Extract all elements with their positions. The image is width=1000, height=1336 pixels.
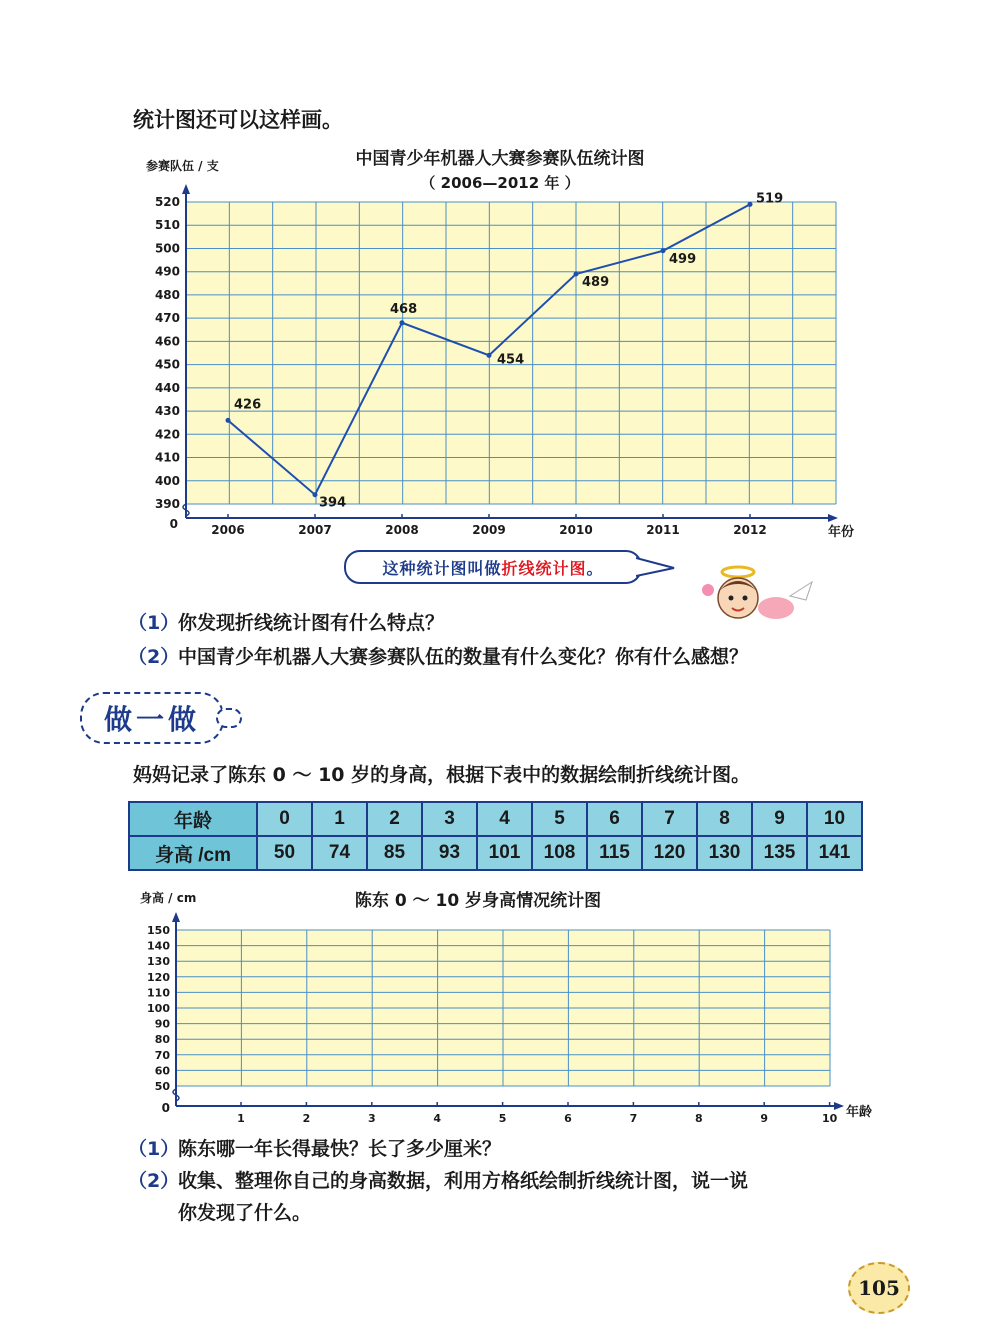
y-tick-label: 110 xyxy=(147,986,170,1000)
chart1-y-axis-label: 参赛队伍 / 支 xyxy=(146,159,219,173)
x-tick-label: 2012 xyxy=(733,523,767,537)
x-tick-label: 8 xyxy=(694,1112,703,1125)
x-tick-label: 7 xyxy=(629,1112,638,1125)
robot-competition-line-chart xyxy=(0,140,1000,550)
data-point xyxy=(661,248,666,253)
chart1-title: 中国青少年机器人大赛参赛队伍统计图 xyxy=(355,149,645,169)
data-label: 499 xyxy=(669,251,697,267)
question-2-2-continued: 你发现了什么。 xyxy=(178,1202,312,1224)
exercise-prompt: 妈妈记录了陈东 0 ～ 10 岁的身高，根据下表中的数据绘制折线统计图。 xyxy=(133,764,751,786)
height-table xyxy=(128,801,863,871)
question-number: （2） xyxy=(128,1170,180,1192)
chart1-x-axis-label: 年份 xyxy=(828,525,855,540)
chart2-title: 陈东 0 ～ 10 岁身高情况统计图 xyxy=(354,891,602,911)
y-tick-label: 410 xyxy=(154,450,180,465)
y-tick-label: 470 xyxy=(154,311,180,326)
table-cell: 0 xyxy=(257,802,312,836)
y-tick-label: 500 xyxy=(154,241,180,256)
table-cell: 1 xyxy=(312,802,367,836)
x-tick-label: 6 xyxy=(564,1112,572,1125)
chart1-subtitle: （ 2006—2012 年 ） xyxy=(420,174,580,192)
question-text: 你发现折线统计图有什么特点？ xyxy=(178,612,445,634)
y-axis-arrow-icon xyxy=(172,912,180,922)
question-2-2 xyxy=(128,1166,748,1193)
table-cell: 6 xyxy=(587,802,642,836)
y-tick-label: 70 xyxy=(154,1048,170,1062)
data-point xyxy=(313,492,318,497)
data-point xyxy=(748,202,753,207)
bubble-highlight: 折线统计图 xyxy=(501,558,587,578)
question-1-2 xyxy=(128,642,748,669)
x-tick-label: 2006 xyxy=(211,523,245,537)
y-tick-label: 120 xyxy=(147,970,170,984)
y-tick-label: 60 xyxy=(154,1064,170,1078)
data-label: 468 xyxy=(390,301,418,317)
chart2-x-axis-label: 年龄 xyxy=(846,1105,873,1120)
x-tick-label: 2011 xyxy=(646,523,680,537)
y-tick-label: 440 xyxy=(154,380,180,395)
data-label: 489 xyxy=(582,275,610,291)
data-label: 426 xyxy=(234,397,262,413)
question-number: （1） xyxy=(128,1138,180,1160)
intro-text: 统计图还可以这样画。 xyxy=(133,108,343,132)
table-header-height: 身高 /cm xyxy=(129,836,257,870)
table-cell: 9 xyxy=(752,802,807,836)
y-tick-label: 480 xyxy=(154,287,180,302)
data-point xyxy=(574,272,579,277)
x-tick-label: 4 xyxy=(433,1112,442,1125)
chart1-y-ticks xyxy=(155,195,180,511)
data-point xyxy=(226,418,231,423)
chart2-y-ticks xyxy=(147,924,170,1093)
data-point xyxy=(487,353,492,358)
table-cell: 8 xyxy=(697,802,752,836)
chart2-y-axis-label: 身高 / cm xyxy=(140,891,197,905)
x-tick-label: 5 xyxy=(498,1112,507,1125)
y-tick-label: 460 xyxy=(154,334,180,349)
x-tick-label: 10 xyxy=(821,1112,838,1125)
bubble-prefix: 这种统计图叫做 xyxy=(382,558,502,578)
table-cell: 7 xyxy=(642,802,697,836)
x-tick-label: 1 xyxy=(237,1112,245,1125)
table-cell: 4 xyxy=(477,802,532,836)
chart2-grid xyxy=(176,930,830,1086)
table-cell: 74 xyxy=(312,836,367,870)
do-it-tail-icon xyxy=(216,708,242,728)
question-number: （1） xyxy=(128,612,180,634)
y-tick-label: 100 xyxy=(147,1002,170,1015)
question-number: （2） xyxy=(128,646,180,668)
table-cell: 135 xyxy=(752,836,807,870)
y-tick-label: 140 xyxy=(147,939,170,953)
y-tick-label: 450 xyxy=(154,357,180,372)
x-tick-label: 2 xyxy=(302,1112,311,1125)
y-tick-label: 430 xyxy=(154,404,180,419)
do-it-heading: 做一做 xyxy=(80,692,224,744)
table-cell: 130 xyxy=(697,836,752,870)
table-cell: 3 xyxy=(422,802,477,836)
y-tick-label: 390 xyxy=(154,497,180,511)
y-tick-label: 130 xyxy=(147,955,170,969)
question-text: 陈东哪一年长得最快？长了多少厘米？ xyxy=(178,1138,502,1160)
chart1-zero-label: 0 xyxy=(169,517,178,531)
data-label: 394 xyxy=(319,495,347,511)
table-cell: 2 xyxy=(367,802,422,836)
x-tick-label: 3 xyxy=(367,1112,376,1125)
y-axis-arrow-icon xyxy=(182,184,190,194)
table-row xyxy=(129,802,862,836)
table-row xyxy=(129,836,862,870)
table-cell: 50 xyxy=(257,836,312,870)
table-cell: 101 xyxy=(477,836,532,870)
table-cell: 85 xyxy=(367,836,422,870)
y-tick-label: 520 xyxy=(154,195,180,209)
x-axis-arrow-icon xyxy=(834,1102,844,1110)
x-tick-label: 9 xyxy=(760,1112,769,1125)
y-tick-label: 50 xyxy=(154,1080,170,1093)
data-label: 519 xyxy=(756,191,784,207)
height-line-chart-blank xyxy=(0,878,1000,1128)
x-tick-label: 2009 xyxy=(472,523,506,537)
question-2-1 xyxy=(128,1134,501,1161)
x-axis-arrow-icon xyxy=(828,514,838,522)
data-label: 454 xyxy=(497,352,525,368)
y-tick-label: 90 xyxy=(154,1017,170,1031)
table-cell: 115 xyxy=(587,836,642,870)
question-text: 中国青少年机器人大赛参赛队伍的数量有什么变化？你有什么感想？ xyxy=(178,646,749,668)
y-tick-label: 80 xyxy=(154,1033,170,1047)
question-text: 收集、整理你自己的身高数据，利用方格纸绘制折线统计图，说一说 xyxy=(178,1170,749,1192)
y-tick-label: 400 xyxy=(154,473,180,488)
question-1-1 xyxy=(128,608,444,635)
y-tick-label: 490 xyxy=(154,264,180,279)
x-tick-label: 2010 xyxy=(559,523,593,537)
table-cell: 93 xyxy=(422,836,477,870)
y-tick-label: 510 xyxy=(154,218,180,233)
data-point xyxy=(400,320,405,325)
bubble-suffix: 。 xyxy=(586,558,604,578)
table-cell: 120 xyxy=(642,836,697,870)
y-tick-label: 420 xyxy=(154,427,180,442)
table-cell: 141 xyxy=(807,836,862,870)
table-header-age: 年龄 xyxy=(129,802,257,836)
bubble-tail-icon xyxy=(636,556,676,580)
table-cell: 5 xyxy=(532,802,587,836)
table-cell: 108 xyxy=(532,836,587,870)
x-tick-label: 2007 xyxy=(298,523,332,537)
y-tick-label: 150 xyxy=(147,924,170,937)
chart2-zero-label: 0 xyxy=(161,1101,170,1115)
x-tick-label: 2008 xyxy=(385,523,419,537)
angel-mascot-icon xyxy=(694,560,824,638)
page-number: 105 xyxy=(848,1262,910,1314)
table-cell: 10 xyxy=(807,802,862,836)
speech-bubble xyxy=(344,550,642,584)
